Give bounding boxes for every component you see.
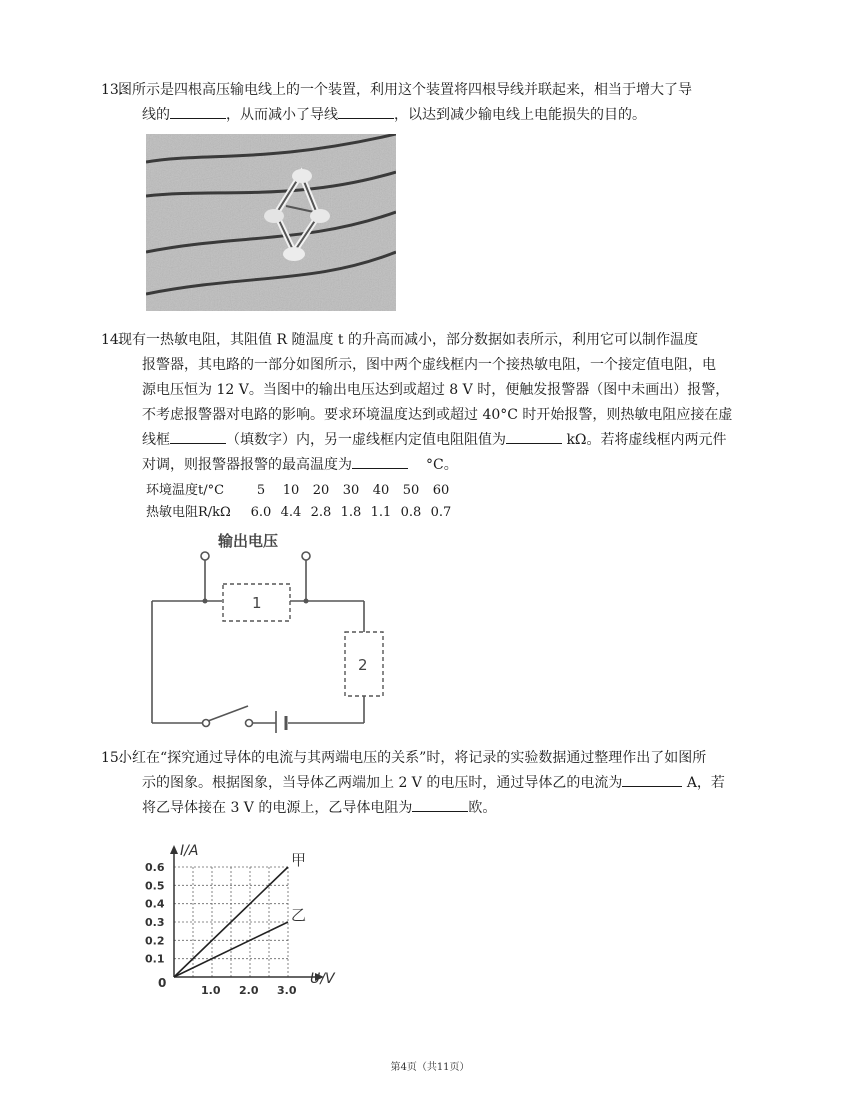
- question-text: kΩ。若将虚线框内两元件: [562, 432, 727, 448]
- table-cell: 0.8: [400, 505, 422, 520]
- question-text: ，以达到减少输电线上电能损失的目的。: [394, 107, 646, 123]
- question-text: 将乙导体接在 3 V 的电源上，乙导体电阻为: [142, 800, 413, 816]
- answer-blank[interactable]: [338, 103, 394, 119]
- table-cell: 5: [256, 483, 266, 498]
- origin-label: 0: [158, 976, 167, 990]
- thermistor-data-table: [146, 480, 456, 524]
- power-line-spacer-photo: [146, 134, 396, 311]
- table-cell: 60: [432, 483, 450, 498]
- question-number: 14.: [101, 332, 124, 348]
- table-cell: 30: [342, 483, 360, 498]
- question-text: 欧。: [468, 800, 497, 816]
- question-number: 13.: [101, 82, 124, 98]
- table-cell: 20: [312, 483, 330, 498]
- question-15: [101, 746, 763, 821]
- answer-blank[interactable]: [412, 796, 468, 812]
- table-row: [146, 480, 456, 502]
- question-text: 现有一热敏电阻，其阻值 R 随温度 t 的升高而减小，部分数据如表所示，利用它可以制作温度: [118, 332, 698, 348]
- question-text: 对调，则报警器报警的最高温度为: [142, 457, 352, 473]
- question-number: 15.: [101, 750, 124, 766]
- output-terminal-left: [201, 552, 209, 560]
- answer-blank[interactable]: [622, 771, 682, 787]
- output-terminal-right: [302, 552, 310, 560]
- table-cell: 40: [372, 483, 390, 498]
- question-text: A，若: [682, 775, 725, 791]
- table-cell: 10: [282, 483, 300, 498]
- answer-blank[interactable]: [506, 428, 562, 444]
- y-axis-arrow: [170, 845, 178, 854]
- y-axis-label: I/A: [180, 843, 199, 859]
- circuit-diagram: [140, 528, 400, 733]
- y-tick-label: 0.5: [145, 879, 165, 893]
- page-footer: 第4页（共11页）: [390, 1062, 470, 1073]
- box-1-label: 1: [252, 594, 262, 612]
- row-header: 环境温度t/°C: [146, 483, 225, 498]
- answer-blank[interactable]: [170, 103, 226, 119]
- y-tick-label: 0.2: [145, 934, 165, 948]
- chart-series: [174, 851, 306, 977]
- table-cell: 1.1: [370, 505, 392, 520]
- series-label: 甲: [291, 851, 307, 869]
- box-2-label: 2: [358, 656, 368, 674]
- question-text: 源电压恒为 12 V。当图中的输出电压达到或超过 8 V 时，便触发报警器（图中未画出）报警，: [142, 382, 730, 398]
- question-text: 线的: [142, 107, 170, 123]
- question-text: 线框: [142, 432, 170, 448]
- series-label: 乙: [291, 906, 307, 924]
- switch-contact: [246, 720, 253, 727]
- question-text: 报警器，其电路的一部分如图所示，图中两个虚线框内一个接热敏电阻，一个接定值电阻，电: [142, 357, 716, 373]
- answer-blank[interactable]: [352, 453, 408, 469]
- question-14: [101, 328, 763, 478]
- y-tick-label: 0.3: [145, 916, 165, 929]
- table-cell: 50: [402, 483, 420, 498]
- current-voltage-chart: [140, 828, 360, 1000]
- y-tick-label: 0.1: [145, 952, 165, 966]
- answer-blank[interactable]: [170, 428, 226, 444]
- question-text: 示的图象。根据图象，当导体乙两端加上 2 V 的电压时，通过导体乙的电流为: [142, 775, 623, 791]
- switch-contact: [203, 720, 210, 727]
- question-text: °C。: [426, 457, 458, 473]
- table-cell: 0.7: [430, 505, 452, 520]
- y-tick-label: 0.4: [145, 897, 165, 911]
- table-cell: 1.8: [340, 505, 362, 520]
- question-13: [101, 78, 763, 128]
- table-cell: 4.4: [280, 505, 302, 520]
- question-text: 图所示是四根高压输电线上的一个装置，利用这个装置将四根导线并联起来，相当于增大了导: [118, 82, 692, 98]
- question-text: 不考虑报警器对电路的影响。要求环境温度达到或超过 40°C 时开始报警，则热敏电阻应接在虚: [142, 407, 733, 423]
- question-text: ，从而减小了导线: [226, 107, 338, 123]
- row-header: 热敏电阻R/kΩ: [146, 505, 231, 520]
- table-cell: 6.0: [250, 505, 272, 520]
- table-row: [146, 502, 456, 524]
- question-text: （填数字）内，另一虚线框内定值电阻阻值为: [226, 432, 506, 448]
- table-cell: 2.8: [310, 505, 332, 520]
- x-tick-label: 3.0: [277, 984, 297, 997]
- x-tick-label: 1.0: [201, 984, 221, 997]
- question-text: 小红在“探究通过导体的电流与其两端电压的关系”时，将记录的实验数据通过整理作出了如图所: [118, 750, 707, 766]
- output-voltage-label: 输出电压: [218, 532, 279, 550]
- x-axis-label: U/V: [310, 971, 335, 987]
- y-tick-label: 0.6: [145, 861, 165, 874]
- x-tick-label: 2.0: [239, 984, 259, 997]
